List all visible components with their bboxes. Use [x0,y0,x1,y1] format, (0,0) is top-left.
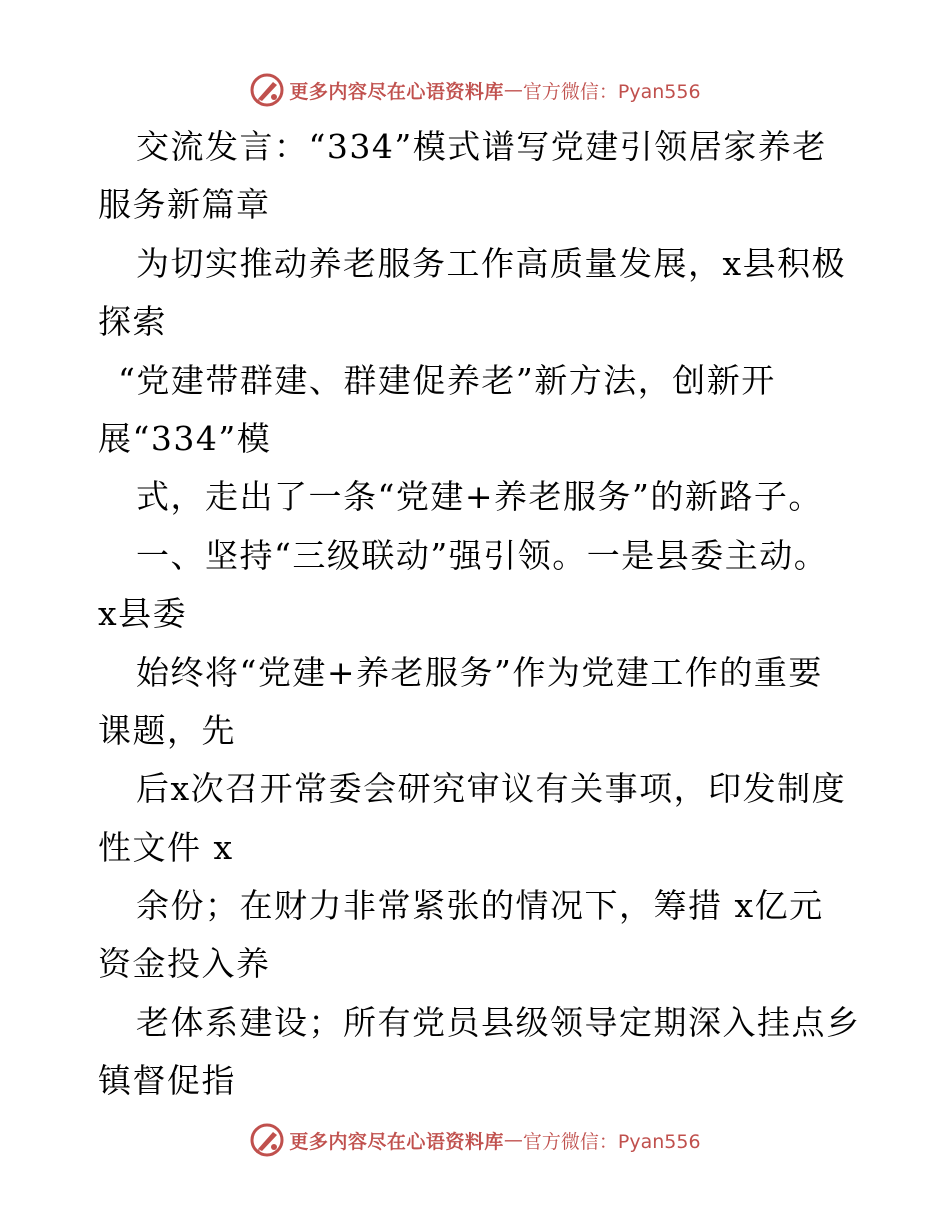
document-title-line-2: 服务新篇章 [98,185,271,225]
watermark-contact: 官方微信：Pyan556 [522,80,701,103]
paragraph-line: 始终将“党建+养老服务”作为党建工作的重要 [136,652,823,692]
paragraph-line: 后x次召开常委会研究审议有关事项，印发制度 [136,769,847,809]
paragraph-line: 余份；在财力非常紧张的情况下，筹措 x亿元 [136,886,824,926]
paragraph-line: 镇督促指 [98,1061,236,1101]
watermark-contact: 官方微信：Pyan556 [522,1130,701,1153]
paragraph-line: 展“334”模 [98,418,272,458]
paragraph-line: 探索 [98,302,167,342]
header-watermark [0,70,950,110]
pen-in-circle-logo-icon [249,1122,285,1158]
paragraph-line: 式，走出了一条“党建+养老服务”的新路子。 [136,477,823,517]
footer-watermark [0,1120,950,1160]
paragraph-line: 性文件 x [98,827,234,867]
paragraph-line: 老体系建设；所有党员县级领导定期深入挂点乡 [136,1002,861,1042]
document-title-line-1: 交流发言：“334”模式谱写党建引领居家养老 [136,127,827,166]
document-body [98,118,861,1111]
paragraph-line: “党建带群建、群建促养老”新方法，创新开 [118,360,776,400]
paragraph-line: 课题，先 [98,710,236,750]
paragraph-line: 为切实推动养老服务工作高质量发展，x县积极 [136,243,847,283]
watermark-label: 更多内容尽在心语资料库 [289,1130,504,1153]
watermark-label: 更多内容尽在心语资料库 [289,80,504,103]
watermark-separator: — [503,1129,523,1151]
watermark-separator: — [503,79,523,101]
paragraph-line: x县委 [98,594,188,634]
section-heading-line: 一、坚持“三级联动”强引领。一是县委主动。 [136,535,829,575]
pen-in-circle-logo-icon [249,72,285,108]
paragraph-line: 资金投入养 [98,944,271,984]
